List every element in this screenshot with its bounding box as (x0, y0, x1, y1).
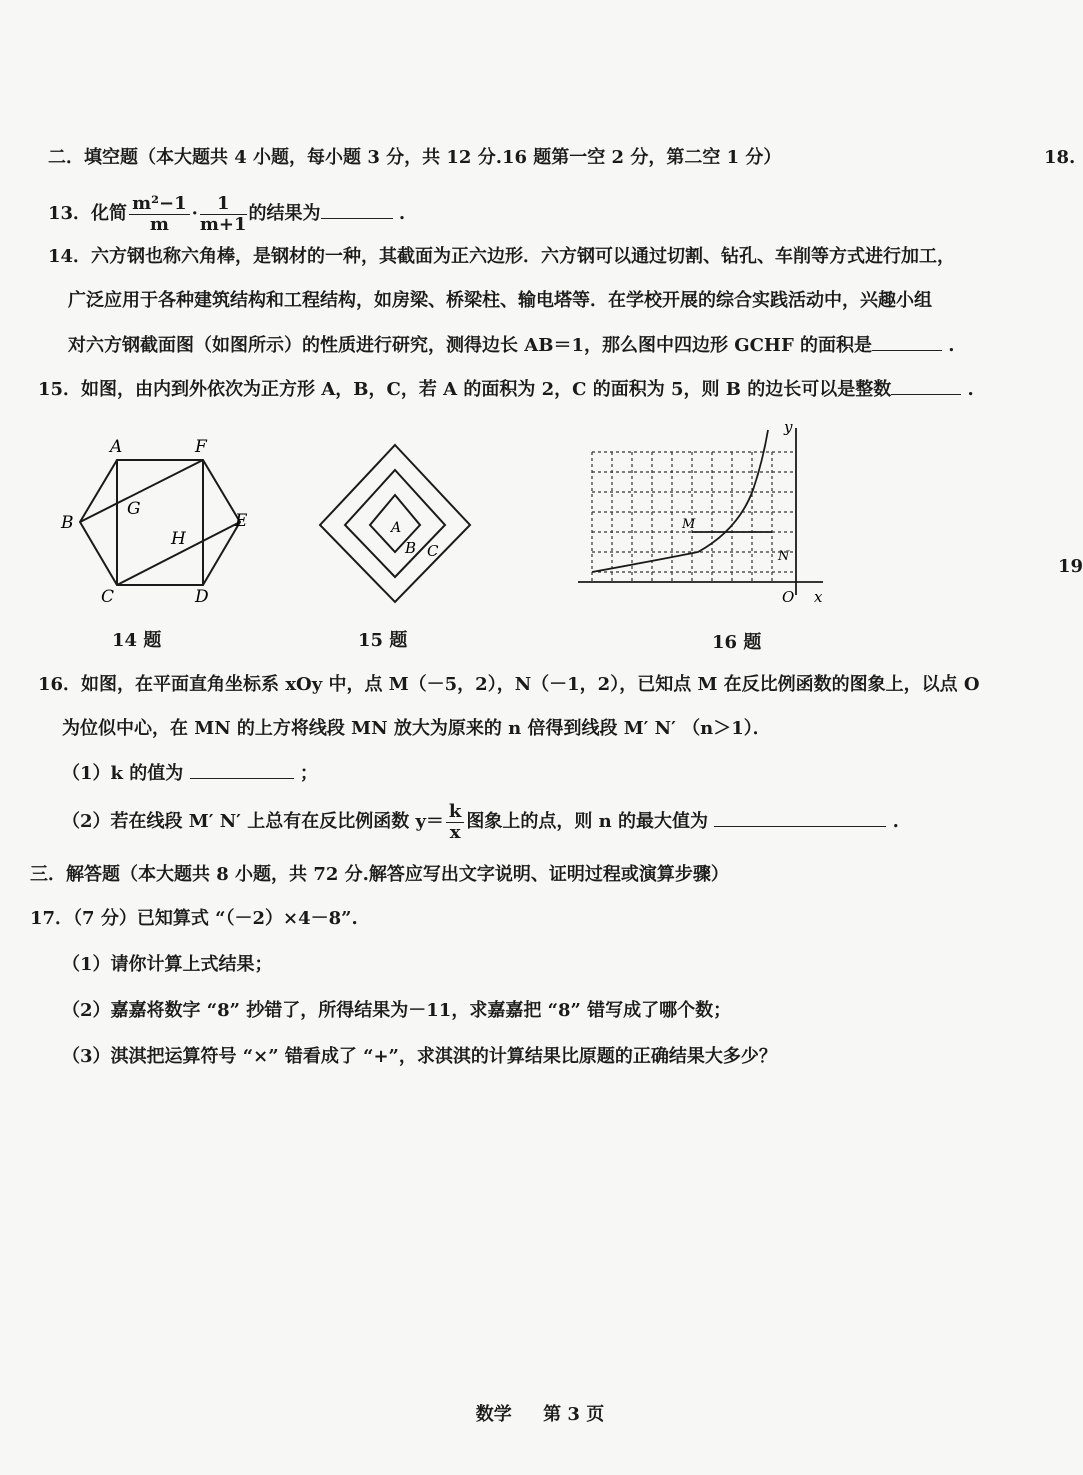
q15-line1: 15．如图，由内到外依次为正方形 A，B，C，若 A 的面积为 2，C 的面积为 5，则 B 的边长可以是整数 . (38, 376, 974, 403)
label-A: A (110, 437, 123, 457)
q13-fraction-2: $\frac{1}{m+1}$ (199, 192, 247, 235)
q17-part3: （3）淇淇把运算符号 “×” 错看成了 “+”，求淇淇的计算结果比原题的正确结果大多少？ (62, 1046, 777, 1067)
question-13: 13．化简 $\frac{\text{m²−1}}{m}$ · $\frac{1}{m+1}$ 的结果为 . (48, 192, 406, 235)
label-C: C (427, 542, 439, 560)
q16-part1: （1）k 的值为 ； (62, 760, 318, 787)
q16-part2: （2）若在线段 M′ N′ 上总有在反比例函数 y＝ $\frac{k}{x}$ 图象上的点，则 n 的最大值为 . (62, 800, 899, 843)
edge-q18-number: 18. (1044, 147, 1076, 168)
caption-fig14: 14 题 (112, 630, 162, 651)
label-F: F (195, 437, 207, 457)
section2-heading: 二．填空题（本大题共 4 小题，每小题 3 分，共 12 分.16 题第一空 2 分，第二空 1 分） (48, 147, 782, 168)
q14-line2: 广泛应用于各种建筑结构和工程结构，如房梁、桥梁柱、输电塔等．在学校开展的综合实践活动中，兴趣小组 (68, 290, 932, 311)
label-C: C (101, 587, 115, 607)
q16-k-over-x-fraction: $\frac{k}{x}$ (446, 802, 464, 843)
hexagon-outline (80, 460, 240, 585)
q13-fraction-1: $\frac{\text{m²−1}}{m}$ (129, 194, 190, 235)
q14-answer-blank[interactable] (872, 332, 942, 351)
label-A: A (391, 520, 402, 536)
page-footer (0, 1400, 1080, 1426)
q16-n-answer-blank[interactable] (714, 808, 886, 827)
q17-part2: （2）嘉嘉将数字 “8” 抄错了，所得结果为－11，求嘉嘉把 “8” 错写成了哪个数； (62, 1000, 732, 1021)
caption-fig16: 16 题 (712, 632, 762, 653)
label-O: O (782, 588, 795, 606)
footer-page-number: 第 3 页 (543, 1404, 605, 1425)
figure-16-coordinate-grid (578, 420, 838, 610)
q17-stem: 17．（7 分）已知算式 “（－2）×4－8”. (30, 908, 358, 929)
figure-14-hexagon (55, 430, 275, 610)
label-B: B (61, 513, 74, 533)
label-E: E (235, 511, 248, 531)
q16-k-answer-blank[interactable] (190, 760, 294, 779)
label-x: x (814, 588, 823, 606)
label-H: H (171, 529, 186, 549)
figure-15-squares (315, 440, 480, 610)
label-G: G (127, 499, 141, 519)
q13-answer-blank[interactable] (321, 200, 393, 219)
label-N: N (778, 549, 790, 564)
hyperbola-curve (592, 430, 768, 572)
q13-prefix: 13．化简 (48, 203, 128, 224)
label-M: M (682, 517, 696, 532)
section3-heading: 三．解答题（本大题共 8 小题，共 72 分.解答应写出文字说明、证明过程或演算步骤） (30, 864, 729, 885)
label-D: D (195, 587, 209, 607)
q17-part1: （1）请你计算上式结果； (62, 954, 273, 975)
label-B: B (405, 539, 417, 557)
q14-line3: 对六方钢截面图（如图所示）的性质进行研究，测得边长 AB＝1，那么图中四边形 GCHF 的面积是 . (68, 332, 955, 359)
q14-line1: 14．六方钢也称六角棒，是钢材的一种，其截面为正六边形．六方钢可以通过切割、钻孔、车削等方式进行加工， (48, 246, 956, 267)
edge-q19-number: 19 (1058, 556, 1083, 577)
footer-subject: 数学 (475, 1404, 512, 1425)
q16-line1: 16．如图，在平面直角坐标系 xOy 中，点 M（－5，2），N（－1，2），已知点 M 在反比例函数的图象上，以点 O (38, 674, 980, 695)
caption-fig15: 15 题 (358, 630, 408, 651)
label-y: y (784, 418, 793, 436)
q15-answer-blank[interactable] (891, 376, 961, 395)
q16-line2: 为位似中心，在 MN 的上方将线段 MN 放大为原来的 n 倍得到线段 M′ N′ （n＞1）． (62, 718, 771, 739)
